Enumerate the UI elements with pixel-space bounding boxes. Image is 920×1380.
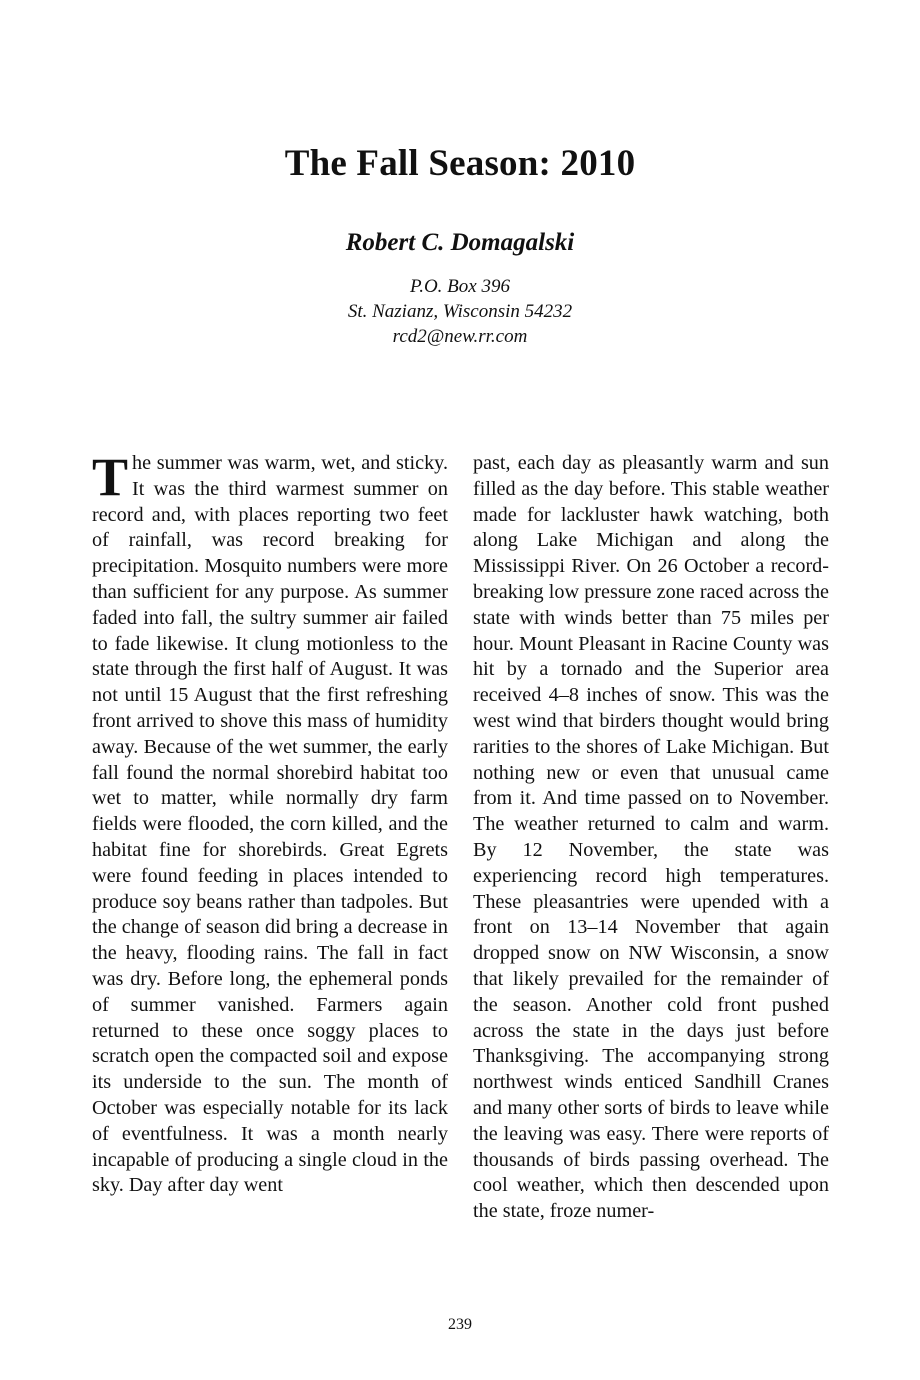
drop-cap: T xyxy=(92,447,129,507)
body-column-right xyxy=(473,451,829,1225)
body-text-right: past, each day as pleasantly warm and sun filled as the day before. This stable weather made for lackluster hawk watching, both along Lake Michigan and along the Mississippi River. On 26 October a record-breaking low pressure zone raced across the state with winds better than 75 miles per hour. Mount Pleasant in Racine County was hit by a tornado and the Superior area received 4–8 inches of snow. This was the west wind that birders thought would bring rarities to the shores of Lake Michigan. But nothing new or even that unusual came from it. And time passed on to November. The weather returned to calm and warm. By 12 November, the state was experiencing record high temperatures. These pleasantries were upended with a front on 13–14 November that again dropped snow on NW Wisconsin, a snow that likely prevailed for the remainder of the season. Another cold front pushed across the state in the days just before Thanksgiving. The accompanying strong northwest winds enticed Sandhill Cranes and many other sorts of birds to leave while the leaving was easy. There were reports of thousands of birds passing overhead. The cool weather, which then descended upon the state, froze numer- xyxy=(473,452,829,1223)
body-column-left xyxy=(92,447,448,1199)
article-title: The Fall Season: 2010 xyxy=(284,143,636,184)
address-city-state: St. Nazianz, Wisconsin 54232 xyxy=(347,301,573,322)
address-po-box: P.O. Box 396 xyxy=(410,276,510,297)
author-email: rcd2@new.rr.com xyxy=(392,326,528,347)
author-address xyxy=(0,274,920,349)
author-name: Robert C. Domagalski xyxy=(345,229,575,256)
body-text-left: he summer was warm, wet, and sticky. It was the third warmest summer on record and, with places reporting two feet of rainfall, was record breaking for precipitation. Mosquito numbers were more than sufficient for any purpose. As summer faded into fall, the sultry summer air failed to fade likewise. It clung motionless to the state through the first half of August. It was not until 15 August that the first refreshing front arrived to shove this mass of humidity away. Because of the wet summer, the early fall found the normal shorebird habitat too wet to matter, while normally dry farm fields were flooded, the corn killed, and the habitat fine for shorebirds. Great Egrets were found feeding in places intended to produce soy beans rather than tadpoles. But the change of season did bring a decrease in the heavy, flooding rains. The fall in fact was dry. Before long, the ephemeral ponds of summer vanished. Farmers again returned to these once soggy places to scratch open the compacted soil and expose its underside to the sun. The month of October was especially notable for its lack of eventfulness. It was a month nearly incapable of producing a single cloud in the sky. Day after day went xyxy=(92,452,448,1197)
page-number: 239 xyxy=(448,1316,472,1333)
